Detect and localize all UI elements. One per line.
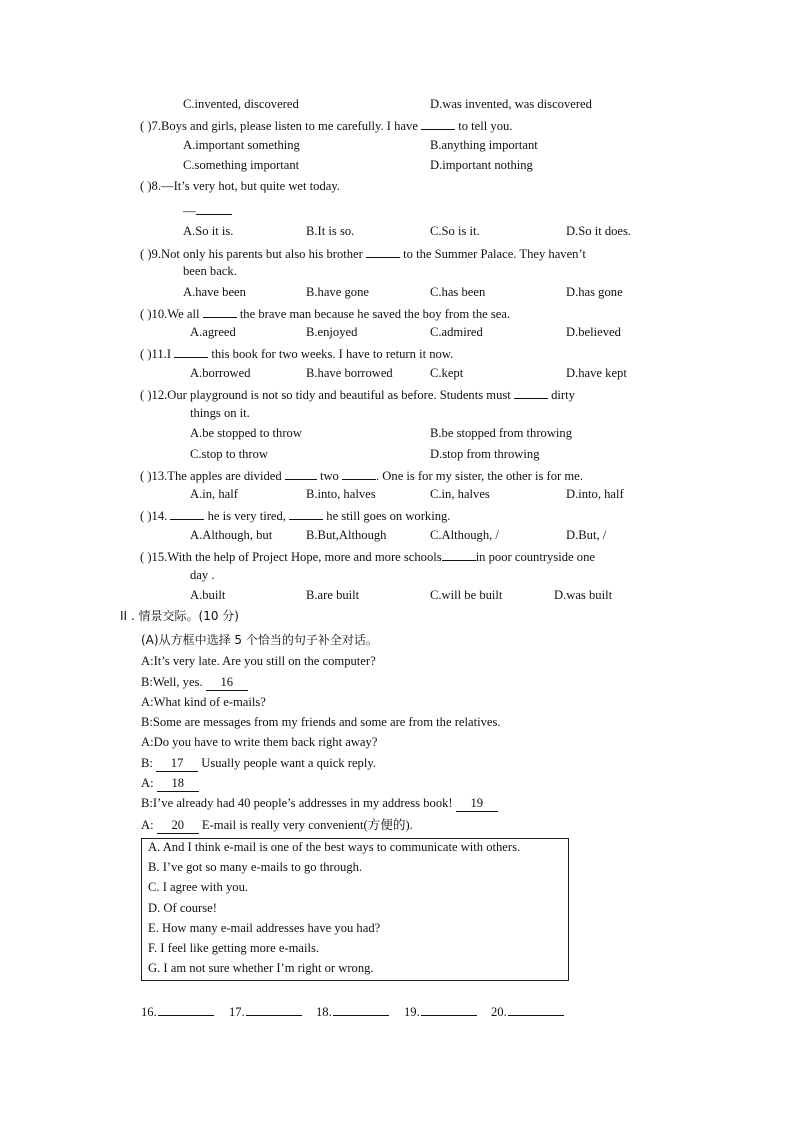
- dialogue-text: B:I’ve already had 40 people’s addresses in my address book!: [141, 796, 453, 810]
- dialogue-line: A:Do you have to write them back right away?: [141, 735, 378, 749]
- q8-reply: [183, 202, 232, 219]
- question-text: to the Summer Palace. They haven’t: [403, 247, 586, 261]
- section-2-title: II . 情景交际。(10 分): [120, 609, 239, 623]
- q13-option-d: D.into, half: [566, 487, 624, 501]
- answer-20: [491, 1003, 564, 1020]
- q13-option-c: C.in, halves: [430, 487, 490, 501]
- option-c: C. I agree with you.: [148, 880, 249, 894]
- question-text: 7.Boys and girls, please listen to me carefully. I have: [151, 119, 418, 133]
- answer-number: 19.: [404, 1005, 420, 1019]
- blank-18[interactable]: 18: [157, 776, 199, 792]
- question-7: [140, 117, 512, 134]
- dialogue-text: A:: [141, 818, 154, 832]
- q14-option-d: D.But, /: [566, 528, 607, 542]
- question-text: this book for two weeks. I have to return it now.: [211, 347, 454, 361]
- answer-blank[interactable]: [170, 507, 204, 520]
- answer-paren[interactable]: ( ): [140, 388, 152, 402]
- option-a: A. And I think e-mail is one of the best ways to communicate with others.: [148, 840, 521, 854]
- question-text: . One is for my sister, the other is for me.: [376, 469, 583, 483]
- q6-option-d: D.was invented, was discovered: [430, 97, 592, 111]
- dialogue-line: [141, 818, 413, 834]
- q8-option-b: B.It is so.: [306, 224, 355, 238]
- answer-blank[interactable]: [508, 1003, 564, 1016]
- dialogue-line: A:It’s very late. Are you still on the computer?: [141, 654, 376, 668]
- q9-option-a: A.have been: [183, 285, 246, 299]
- q15-option-b: B.are built: [306, 588, 360, 602]
- blank-17[interactable]: 17: [156, 756, 198, 772]
- question-text: he is very tired,: [207, 509, 286, 523]
- answer-blank[interactable]: [342, 467, 376, 480]
- question-text: 14.: [151, 509, 168, 523]
- option-d: D. Of course!: [148, 901, 217, 915]
- answer-18: [316, 1003, 389, 1020]
- answer-number: 17.: [229, 1005, 245, 1019]
- question-text: 10.We all: [151, 307, 200, 321]
- answer-paren[interactable]: ( ): [140, 179, 152, 193]
- q12-line2: things on it.: [190, 406, 250, 420]
- dialogue-text: A:: [141, 776, 154, 790]
- answer-blank[interactable]: [289, 507, 323, 520]
- answer-blank[interactable]: [196, 202, 232, 215]
- q11-option-d: D.have kept: [566, 366, 627, 380]
- blank-19[interactable]: 19: [456, 796, 498, 812]
- answer-blank[interactable]: [442, 548, 476, 561]
- q8-option-a: A.So it is.: [183, 224, 234, 238]
- option-f: F. I feel like getting more e-mails.: [148, 941, 320, 955]
- q7-option-c: C.something important: [183, 158, 300, 172]
- option-e: E. How many e-mail addresses have you had?: [148, 921, 381, 935]
- answer-blank[interactable]: [285, 467, 317, 480]
- section-2-instruction: (A)从方框中选择 5 个恰当的句子补全对话。: [141, 633, 378, 647]
- question-13: [140, 467, 583, 484]
- answer-number: 20.: [491, 1005, 507, 1019]
- question-text: to tell you.: [458, 119, 513, 133]
- q12-option-b: B.be stopped from throwing: [430, 426, 573, 440]
- option-b: B. I’ve got so many e-mails to go through.: [148, 860, 363, 874]
- blank-16[interactable]: 16: [206, 675, 248, 691]
- question-text: 12.Our playground is not so tidy and beautiful as before. Students must: [151, 388, 511, 402]
- reply-dash: —: [183, 204, 196, 218]
- answer-blank[interactable]: [333, 1003, 389, 1016]
- dialogue-text: Usually people want a quick reply.: [201, 756, 376, 770]
- answer-paren[interactable]: ( ): [140, 247, 152, 261]
- answer-blank[interactable]: [421, 117, 455, 130]
- answer-paren[interactable]: ( ): [140, 119, 152, 133]
- dialogue-line: [141, 675, 248, 691]
- q9-option-d: D.has gone: [566, 285, 623, 299]
- answer-number: 16.: [141, 1005, 157, 1019]
- question-text: he still goes on working.: [326, 509, 451, 523]
- q15-option-d: D.was built: [554, 588, 613, 602]
- q10-option-c: C.admired: [430, 325, 483, 339]
- q12-option-d: D.stop from throwing: [430, 447, 540, 461]
- answer-blank[interactable]: [203, 305, 237, 318]
- q11-option-a: A.borrowed: [190, 366, 251, 380]
- q12-option-a: A.be stopped to throw: [190, 426, 302, 440]
- dialogue-text: B:: [141, 756, 153, 770]
- answer-19: [404, 1003, 477, 1020]
- blank-20[interactable]: 20: [157, 818, 199, 834]
- q15-line2: day .: [190, 568, 215, 582]
- q9-line2: been back.: [183, 264, 237, 278]
- question-11: [140, 345, 453, 362]
- q7-option-b: B.anything important: [430, 138, 538, 152]
- q14-option-b: B.But,Although: [306, 528, 387, 542]
- q10-option-a: A.agreed: [190, 325, 236, 339]
- dialogue-line: [141, 776, 199, 792]
- option-g: G. I am not sure whether I’m right or wrong.: [148, 961, 374, 975]
- q15-option-a: A.built: [190, 588, 226, 602]
- answer-16: [141, 1003, 214, 1020]
- q13-option-b: B.into, halves: [306, 487, 376, 501]
- dialogue-line: [141, 796, 498, 812]
- dialogue-line: B:Some are messages from my friends and some are from the relatives.: [141, 715, 501, 729]
- answer-paren[interactable]: ( ): [140, 347, 152, 361]
- q14-option-a: A.Although, but: [190, 528, 273, 542]
- answer-paren[interactable]: ( ): [140, 469, 152, 483]
- question-8: [140, 179, 340, 194]
- q6-option-c: C.invented, discovered: [183, 97, 299, 111]
- question-15: [140, 548, 595, 565]
- question-text: two: [319, 469, 339, 483]
- question-12: [140, 386, 575, 403]
- answer-blank[interactable]: [246, 1003, 302, 1016]
- dialogue-line: [141, 756, 376, 772]
- question-text: 15.With the help of Project Hope, more and more schools: [151, 550, 442, 564]
- question-text: 11.I: [151, 347, 172, 361]
- answer-blank[interactable]: [366, 245, 400, 258]
- q10-option-d: D.believed: [566, 325, 621, 339]
- question-text: the brave man because he saved the boy from the sea.: [239, 307, 511, 321]
- q13-option-a: A.in, half: [190, 487, 238, 501]
- answer-blank[interactable]: [421, 1003, 477, 1016]
- q11-option-c: C.kept: [430, 366, 464, 380]
- q9-option-b: B.have gone: [306, 285, 369, 299]
- question-text: 8.—It’s very hot, but quite wet today.: [151, 179, 340, 193]
- q9-option-c: C.has been: [430, 285, 486, 299]
- q7-option-a: A.important something: [183, 138, 300, 152]
- answer-paren[interactable]: ( ): [140, 509, 152, 523]
- answer-number: 18.: [316, 1005, 332, 1019]
- question-9: [140, 245, 586, 262]
- dialogue-text: B:Well, yes.: [141, 675, 203, 689]
- q8-option-d: D.So it does.: [566, 224, 632, 238]
- q8-option-c: C.So is it.: [430, 224, 480, 238]
- q15-option-c: C.will be built: [430, 588, 503, 602]
- answer-17: [229, 1003, 302, 1020]
- answer-blank[interactable]: [174, 345, 208, 358]
- q12-option-c: C.stop to throw: [190, 447, 269, 461]
- q14-option-c: C.Although, /: [430, 528, 499, 542]
- question-text: 13.The apples are divided: [151, 469, 282, 483]
- question-14: [140, 507, 450, 524]
- answer-blank[interactable]: [514, 386, 548, 399]
- question-text: 9.Not only his parents but also his brother: [151, 247, 363, 261]
- answer-paren[interactable]: ( ): [140, 307, 152, 321]
- q11-option-b: B.have borrowed: [306, 366, 393, 380]
- question-text: in poor countryside one: [475, 550, 595, 564]
- answer-paren[interactable]: ( ): [140, 550, 152, 564]
- question-text: dirty: [551, 388, 575, 402]
- dialogue-line: A:What kind of e-mails?: [141, 695, 266, 709]
- answer-blank[interactable]: [158, 1003, 214, 1016]
- q10-option-b: B.enjoyed: [306, 325, 358, 339]
- question-10: [140, 305, 510, 322]
- dialogue-text: E-mail is really very convenient(方便的).: [201, 818, 413, 832]
- q7-option-d: D.important nothing: [430, 158, 533, 172]
